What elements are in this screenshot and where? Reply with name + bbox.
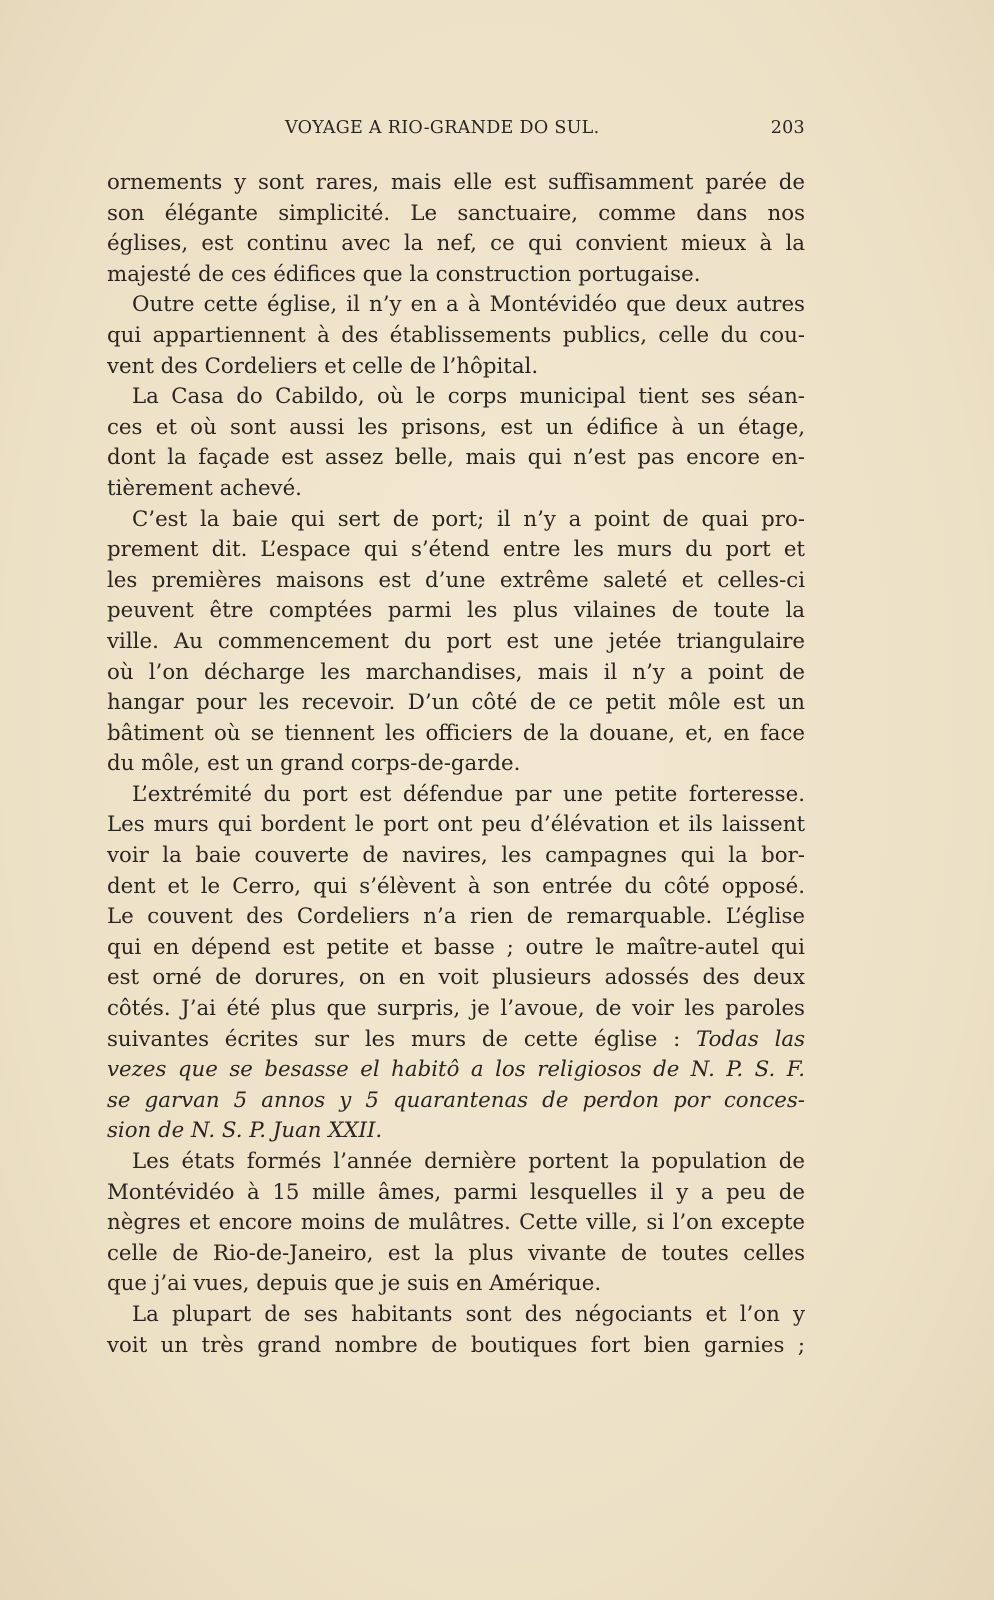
- paragraph: [107, 382, 805, 504]
- running-title: VOYAGE A RIO-GRANDE DO SUL.: [285, 118, 600, 138]
- page-number: 203: [770, 118, 805, 138]
- paragraph: [107, 1300, 805, 1361]
- roman-text: tièrement achevé.: [107, 475, 302, 501]
- roman-text: que j’ai vues, depuis que je suis en Amérique.: [107, 1271, 602, 1297]
- text-line: [107, 474, 805, 505]
- text-line: [107, 1269, 805, 1300]
- roman-text: suivantes écrites sur les murs de cette église :: [107, 1026, 697, 1052]
- text-line: [107, 810, 805, 841]
- text-line: [107, 168, 805, 199]
- roman-text: voit un très grand nombre de boutiques fort bien garnies ;: [107, 1332, 805, 1358]
- roman-text: ville. Au commencement du port est une jetée triangulaire: [107, 628, 805, 654]
- roman-text: où l’on décharge les marchandises, mais il n’y a point de: [107, 659, 805, 685]
- text-line: [107, 260, 805, 291]
- text-line: [107, 902, 805, 933]
- paragraph: [107, 780, 805, 1147]
- roman-text: son élégante simplicité. Le sanctuaire, comme dans nos: [107, 200, 805, 226]
- running-header: [107, 118, 805, 144]
- paragraph: [107, 168, 805, 290]
- roman-text: La plupart de ses habitants sont des négociants et l’on y: [132, 1301, 805, 1327]
- italic-quote-text: sion de N. S. P. Juan XXII.: [107, 1118, 383, 1144]
- text-line: [107, 1331, 805, 1362]
- text-line: [107, 1086, 805, 1117]
- roman-text: voir la baie couverte de navires, les campagnes qui la bor-: [107, 843, 805, 869]
- roman-text: prement dit. L’espace qui s’étend entre les murs du port et: [107, 537, 805, 563]
- text-line: [107, 321, 805, 352]
- text-line: [107, 780, 805, 811]
- roman-text: celle de Rio-de-Janeiro, est la plus vivante de toutes celles: [107, 1240, 805, 1266]
- text-line: [107, 963, 805, 994]
- roman-text: qui appartiennent à des établissements publics, celle du cou-: [107, 322, 805, 348]
- roman-text: majesté de ces édifices que la construction portugaise.: [107, 261, 701, 287]
- roman-text: dont la façade est assez belle, mais qui n’est pas encore en-: [107, 445, 805, 471]
- roman-text: bâtiment où se tiennent les officiers de la douane, et, en face: [107, 720, 805, 746]
- roman-text: peuvent être comptées parmi les plus vilaines de toute la: [107, 598, 805, 624]
- text-line: [107, 1147, 805, 1178]
- text-line: [107, 596, 805, 627]
- roman-text: nègres et encore moins de mulâtres. Cette ville, si l’on excepte: [107, 1210, 805, 1236]
- roman-text: Montévidéo à 15 mille âmes, parmi lesquelles il y a peu de: [107, 1179, 805, 1205]
- paragraph: [107, 290, 805, 382]
- roman-text: La Casa do Cabildo, où le corps municipal tient ses séan-: [132, 384, 805, 410]
- text-line: [107, 443, 805, 474]
- roman-text: qui en dépend est petite et basse ; outre le maître-autel qui: [107, 934, 805, 960]
- text-line: [107, 1208, 805, 1239]
- text-line: [107, 1055, 805, 1086]
- roman-text: L’extrémité du port est défendue par une petite forteresse.: [132, 781, 805, 807]
- roman-text: côtés. J’ai été plus que surpris, je l’avoue, de voir les paroles: [107, 996, 805, 1022]
- roman-text: ornements y sont rares, mais elle est suffisamment parée de: [107, 170, 805, 195]
- text-line: [107, 627, 805, 658]
- text-line: [107, 229, 805, 260]
- text-line: [107, 1300, 805, 1331]
- text-line: [107, 1239, 805, 1270]
- text-line: [107, 290, 805, 321]
- roman-text: est orné de dorures, on en voit plusieurs adossés des deux: [107, 965, 805, 991]
- text-line: [107, 719, 805, 750]
- text-line: [107, 1178, 805, 1209]
- paragraph: [107, 505, 805, 780]
- text-line: [107, 413, 805, 444]
- roman-text: Le couvent des Cordeliers n’a rien de remarquable. L’église: [107, 904, 805, 930]
- italic-quote-text: vezes que se besasse el habitô a los religiosos de N. P. S. F.: [107, 1057, 805, 1083]
- roman-text: du môle, est un grand corps-de-garde.: [107, 751, 521, 777]
- text-line: [107, 505, 805, 536]
- roman-text: C’est la baie qui sert de port; il n’y a point de quai pro-: [132, 506, 805, 532]
- text-line: [107, 199, 805, 230]
- text-line: [107, 566, 805, 597]
- italic-quote-text: Todas las: [696, 1026, 806, 1052]
- text-line: [107, 1025, 805, 1056]
- text-line: [107, 749, 805, 780]
- text-line: [107, 872, 805, 903]
- italic-quote-text: se garvan 5 annos y 5 quarantenas de perdon por conces-: [107, 1087, 805, 1113]
- body-text: [107, 168, 805, 1361]
- roman-text: dent et le Cerro, qui s’élèvent à son entrée du côté opposé.: [107, 873, 805, 899]
- text-line: [107, 352, 805, 383]
- text-line: [107, 382, 805, 413]
- text-line: [107, 535, 805, 566]
- text-line: [107, 841, 805, 872]
- paragraph: [107, 1147, 805, 1300]
- text-line: [107, 688, 805, 719]
- text-line: [107, 1116, 805, 1147]
- roman-text: Outre cette église, il n’y en a à Montévidéo que deux autres: [132, 292, 805, 318]
- roman-text: églises, est continu avec la nef, ce qui convient mieux à la: [107, 231, 805, 257]
- roman-text: ces et où sont aussi les prisons, est un édifice à un étage,: [107, 414, 805, 440]
- roman-text: Les états formés l’année dernière portent la population de: [132, 1149, 805, 1174]
- text-line: [107, 994, 805, 1025]
- roman-text: Les murs qui bordent le port ont peu d’élévation et ils laissent: [107, 812, 805, 838]
- roman-text: hangar pour les recevoir. D’un côté de ce petit môle est un: [107, 690, 805, 716]
- text-line: [107, 658, 805, 689]
- roman-text: vent des Cordeliers et celle de l’hôpital.: [107, 353, 539, 379]
- text-line: [107, 933, 805, 964]
- roman-text: les premières maisons est d’une extrême saleté et celles-ci: [107, 567, 805, 593]
